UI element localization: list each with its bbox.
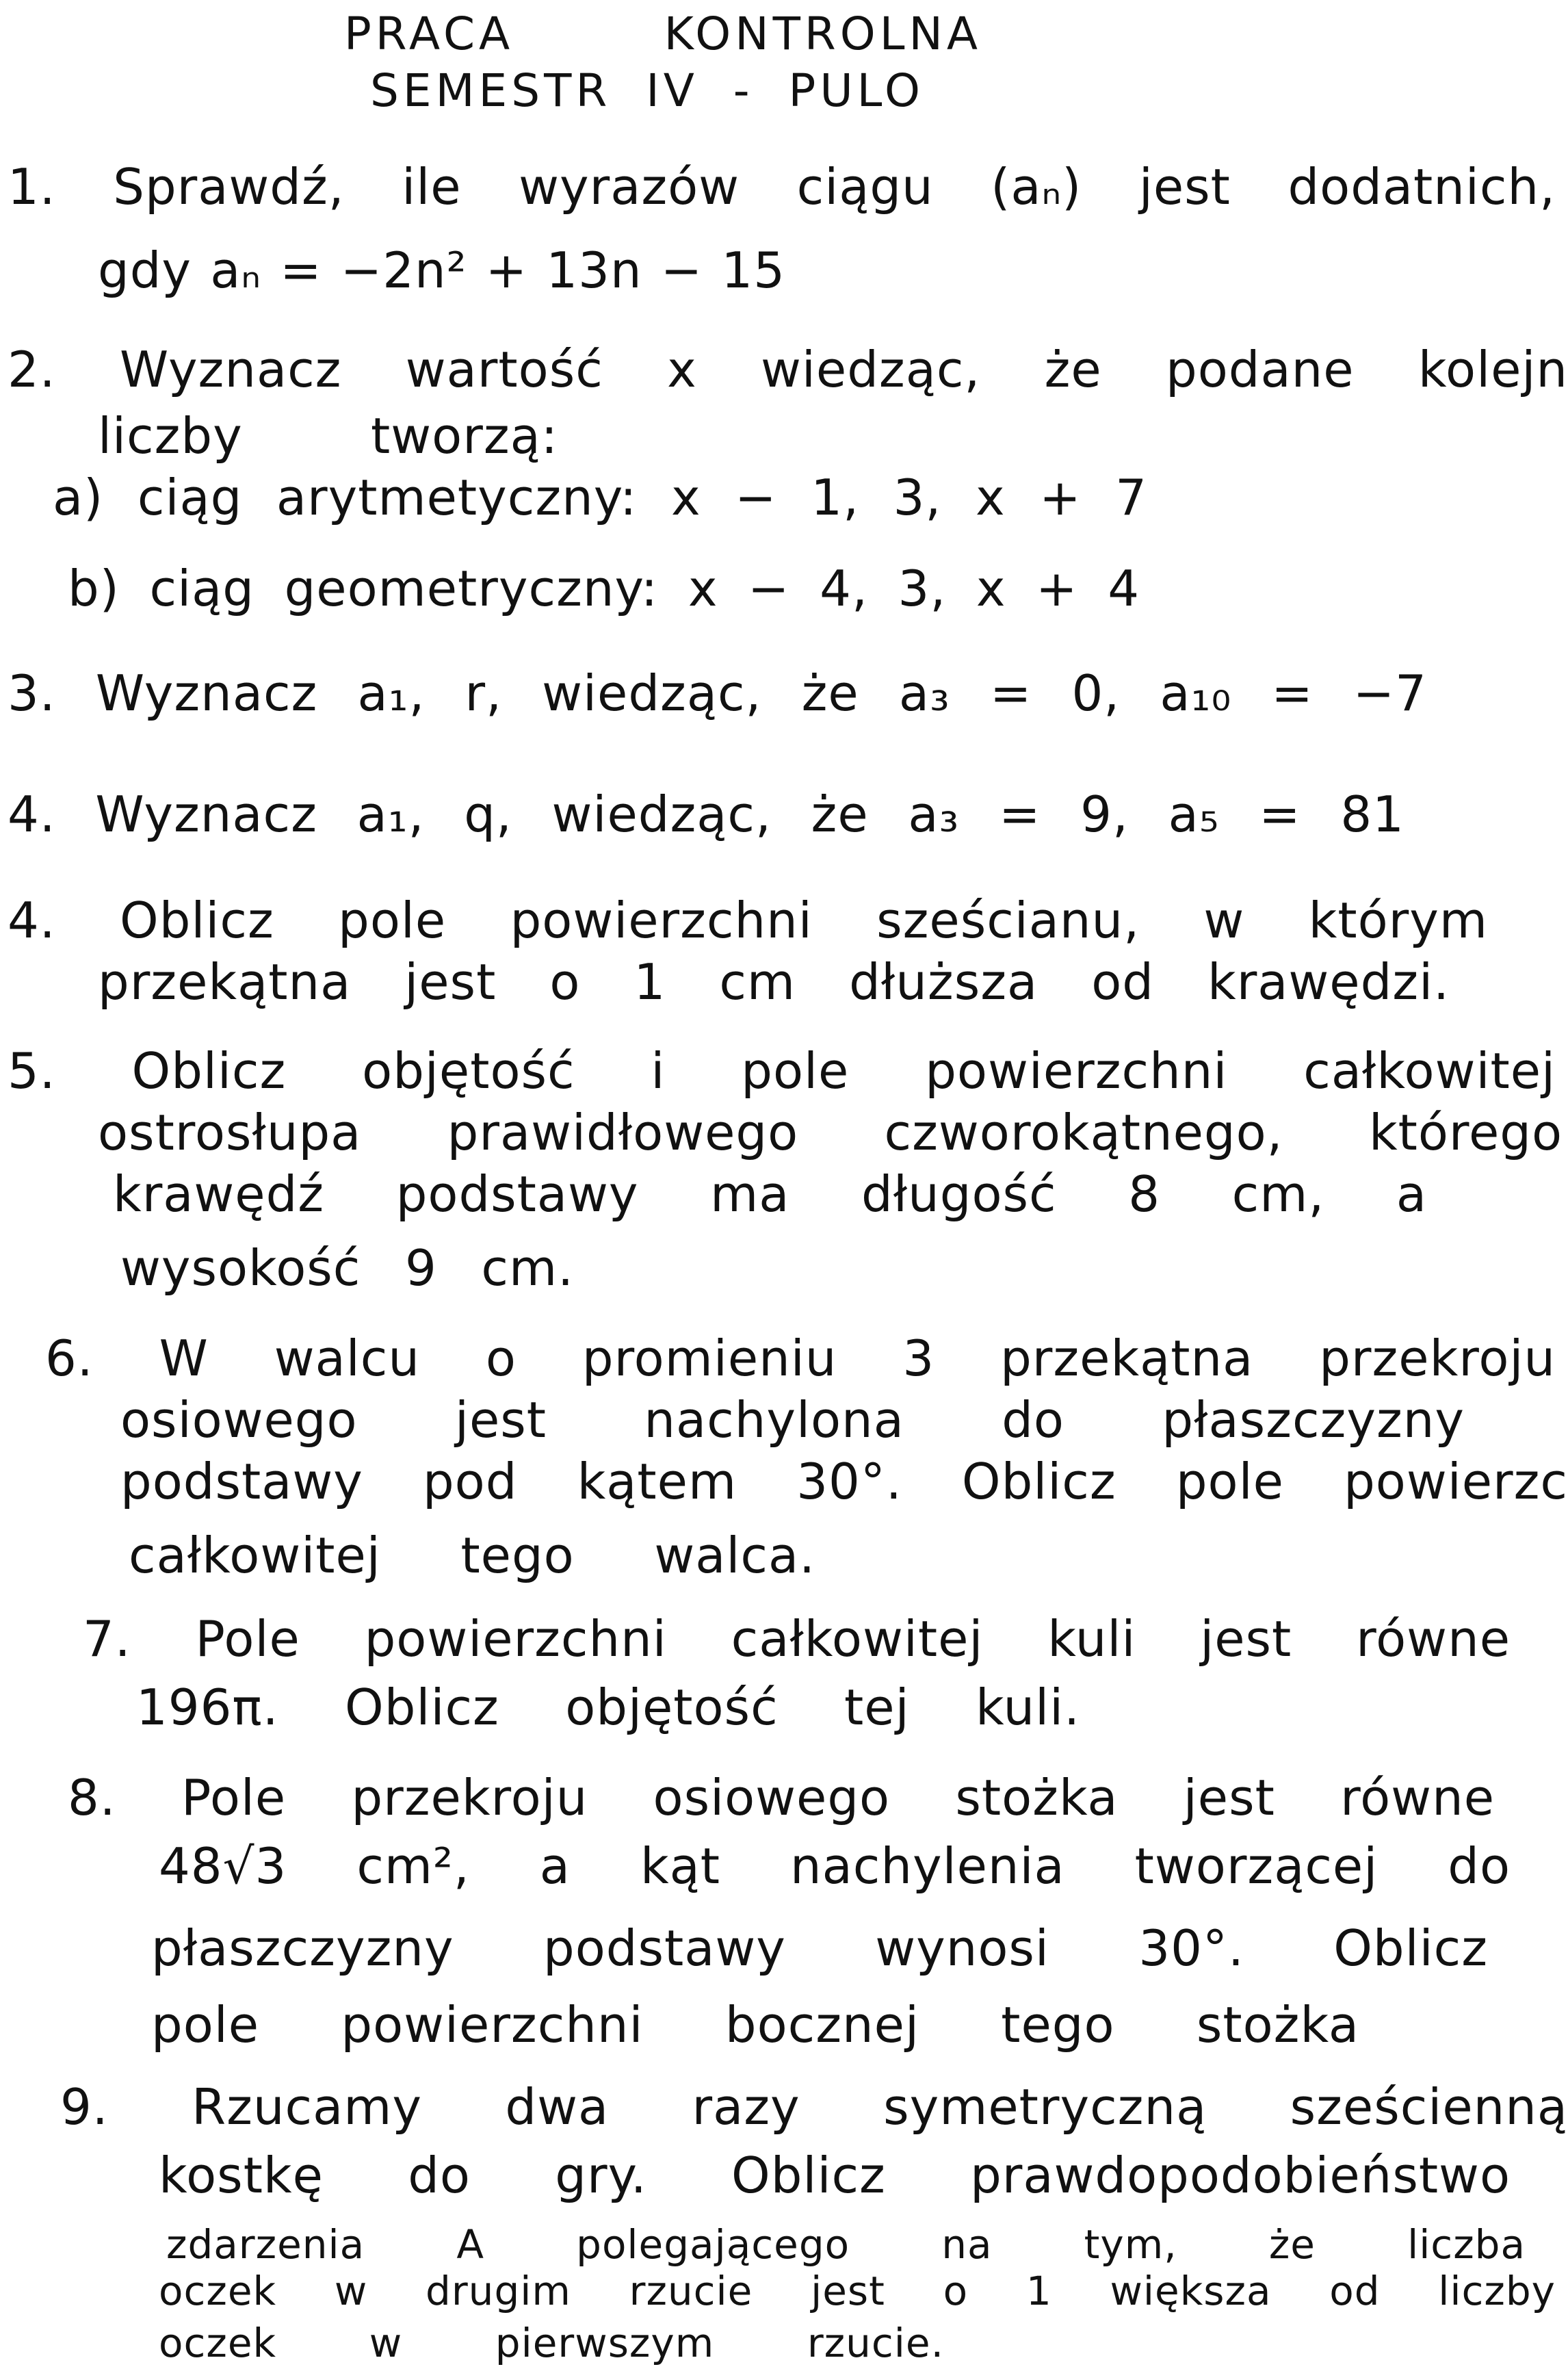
problem-line: 7. Pole powierzchni całkowitej kuli jest równe: [83, 1610, 1511, 1668]
problem-line: 1. Sprawdź, ile wyrazów ciągu (aₙ) jest dodatnich,: [8, 158, 1556, 216]
problem-line: podstawy pod kątem 30°. Oblicz pole powierzc: [120, 1453, 1568, 1510]
problem-line: osiowego jest nachylona do płaszczyzny: [120, 1391, 1465, 1449]
problem-line: 6. W walcu o promieniu 3 przekątna przekroju: [45, 1330, 1556, 1387]
problem-line: a) ciąg arytmetyczny: x − 1, 3, x + 7: [53, 469, 1147, 526]
problem-line: b) ciąg geometryczny: x − 4, 3, x + 4: [68, 560, 1140, 617]
problem-line: 4. Wyznacz a₁, q, wiedząc, że a₃ = 9, a₅ = 81: [8, 786, 1404, 843]
problem-line: całkowitej tego walca.: [129, 1527, 815, 1584]
problem-line: przekątna jest o 1 cm dłuższa od krawędzi.: [98, 953, 1450, 1011]
problem-line: 48√3 cm², a kąt nachylenia tworzącej do: [159, 1837, 1511, 1895]
problem-line: oczek w pierwszym rzucie.: [159, 2320, 944, 2366]
title-line: PRACA KONTROLNA: [344, 8, 982, 60]
problem-line: 196π. Oblicz objętość tej kuli.: [136, 1679, 1080, 1736]
problem-line: 3. Wyznacz a₁, r, wiedząc, że a₃ = 0, a₁₀ = −7: [8, 664, 1427, 722]
problem-line: wysokość 9 cm.: [120, 1239, 574, 1297]
problem-line: zdarzenia A polegającego na tym, że liczba: [166, 2221, 1526, 2268]
problem-line: 4. Oblicz pole powierzchni sześcianu, w którym: [8, 892, 1488, 949]
problem-line: płaszczyzny podstawy wynosi 30°. Oblicz: [151, 1919, 1488, 1977]
problem-line: ostrosłupa prawidłowego czworokątnego, którego: [98, 1104, 1563, 1161]
problem-line: 5. Oblicz objętość i pole powierzchni całkowitej: [8, 1042, 1556, 1100]
problem-line: oczek w drugim rzucie jest o 1 większa od liczby: [159, 2268, 1556, 2314]
problem-line: krawędź podstawy ma długość 8 cm, a: [113, 1165, 1427, 1223]
problem-line: 9. Rzucamy dwa razy symetryczną sześcienną: [60, 2078, 1568, 2136]
problem-line: gdy aₙ = −2n² + 13n − 15: [98, 242, 785, 299]
problem-line: 8. Pole przekroju osiowego stożka jest równe: [68, 1769, 1495, 1826]
problem-line: pole powierzchni bocznej tego stożka: [151, 1996, 1359, 2054]
subtitle-line: SEMESTR IV - PULO: [370, 64, 924, 117]
problem-line: kostkę do gry. Oblicz prawdopodobieństwo: [159, 2147, 1511, 2204]
problem-line: liczby tworzą:: [98, 407, 558, 465]
problem-line: 2. Wyznacz wartość x wiedząc, że podane kolejn: [8, 341, 1568, 398]
